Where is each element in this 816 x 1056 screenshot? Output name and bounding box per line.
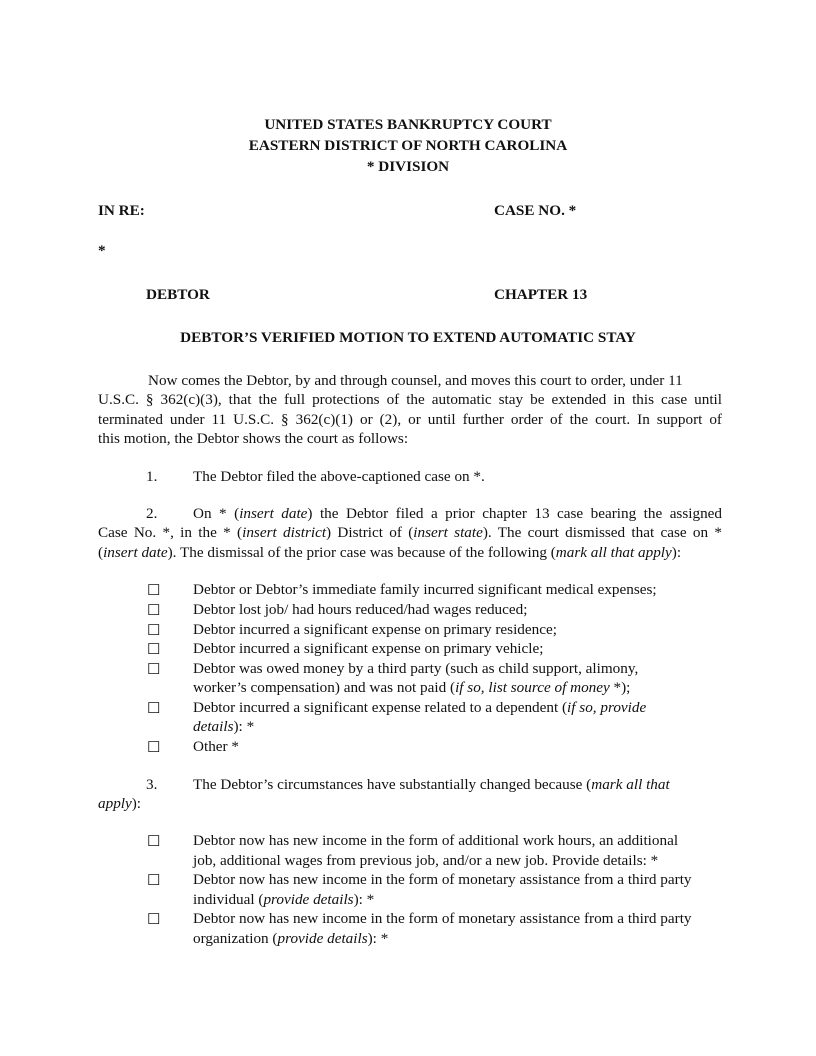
reason-4-checkbox[interactable]: ☐ [147, 641, 161, 658]
chapter-label: CHAPTER 13 [494, 286, 588, 303]
change-1-line-2: job, additional wages from previous job, and/or a new job. Provide details: * [193, 852, 659, 869]
change-1-line-1: Debtor now has new income in the form of additional work hours, an additional [193, 832, 679, 849]
para-2-line-2: Case No. *, in the * (insert district) District of (insert state). The court dismissed that case on * [98, 524, 722, 541]
change-3-line-1: Debtor now has new income in the form of monetary assistance from a third party [193, 910, 692, 927]
reason-6-line-2: details): * [193, 718, 255, 735]
in-re-label: IN RE: [98, 202, 145, 219]
change-2-line-1: Debtor now has new income in the form of monetary assistance from a third party [193, 871, 692, 888]
change-3-line-2: organization (provide details): * [193, 930, 389, 947]
reason-3-text: Debtor incurred a significant expense on primary residence; [193, 621, 557, 638]
para-3-line-1: The Debtor’s circumstances have substantially changed because (mark all that [193, 776, 670, 793]
court-name: UNITED STATES BANKRUPTCY COURT [264, 116, 552, 133]
reason-4-text: Debtor incurred a significant expense on primary vehicle; [193, 640, 544, 657]
case-number: CASE NO. * [494, 202, 577, 219]
debtor-label: DEBTOR [146, 286, 210, 303]
para-1-text: The Debtor filed the above-captioned case on *. [193, 468, 485, 485]
court-division: * DIVISION [366, 158, 450, 175]
change-2-checkbox[interactable]: ☐ [147, 872, 161, 889]
intro-line-2: U.S.C. § 362(c)(3), that the full protections of the automatic stay be extended in this case until [98, 391, 722, 408]
change-2-line-2: individual (provide details): * [193, 891, 375, 908]
reason-1-text: Debtor or Debtor’s immediate family incurred significant medical expenses; [193, 581, 657, 598]
para-2-line-1: On * (insert date) the Debtor filed a prior chapter 13 case bearing the assigned [193, 505, 722, 522]
reason-6-checkbox[interactable]: ☐ [147, 700, 161, 717]
reason-7-checkbox[interactable]: ☐ [147, 739, 161, 756]
reason-3-checkbox[interactable]: ☐ [147, 622, 161, 639]
debtor-name: * [98, 242, 106, 259]
para-3-number: 3. [146, 776, 158, 793]
reason-5-line-2: worker’s compensation) and was not paid (if so, list source of money *); [193, 679, 631, 696]
motion-title: DEBTOR’S VERIFIED MOTION TO EXTEND AUTOMATIC STAY [180, 329, 636, 346]
para-2-number: 2. [146, 505, 158, 522]
para-1-number: 1. [146, 468, 158, 485]
reason-7-text: Other * [193, 738, 239, 755]
reason-5-line-1: Debtor was owed money by a third party (such as child support, alimony, [193, 660, 639, 677]
court-district: EASTERN DISTRICT OF NORTH CAROLINA [248, 137, 568, 154]
intro-line-1: Now comes the Debtor, by and through counsel, and moves this court to order, under 11 [148, 372, 683, 389]
reason-1-checkbox[interactable]: ☐ [147, 582, 161, 599]
reason-5-checkbox[interactable]: ☐ [147, 661, 161, 678]
reason-2-text: Debtor lost job/ had hours reduced/had wages reduced; [193, 601, 528, 618]
change-3-checkbox[interactable]: ☐ [147, 911, 161, 928]
para-2-line-3: (insert date). The dismissal of the prior case was because of the following (mark all that apply): [98, 544, 682, 561]
change-1-checkbox[interactable]: ☐ [147, 833, 161, 850]
para-3-line-2: apply): [98, 795, 142, 812]
reason-2-checkbox[interactable]: ☐ [147, 602, 161, 619]
intro-line-4: this motion, the Debtor shows the court as follows: [98, 430, 409, 447]
intro-line-3: terminated under 11 U.S.C. § 362(c)(1) or (2), or until further order of the court. In support of [98, 411, 722, 428]
reason-6-line-1: Debtor incurred a significant expense related to a dependent (if so, provide [193, 699, 647, 716]
